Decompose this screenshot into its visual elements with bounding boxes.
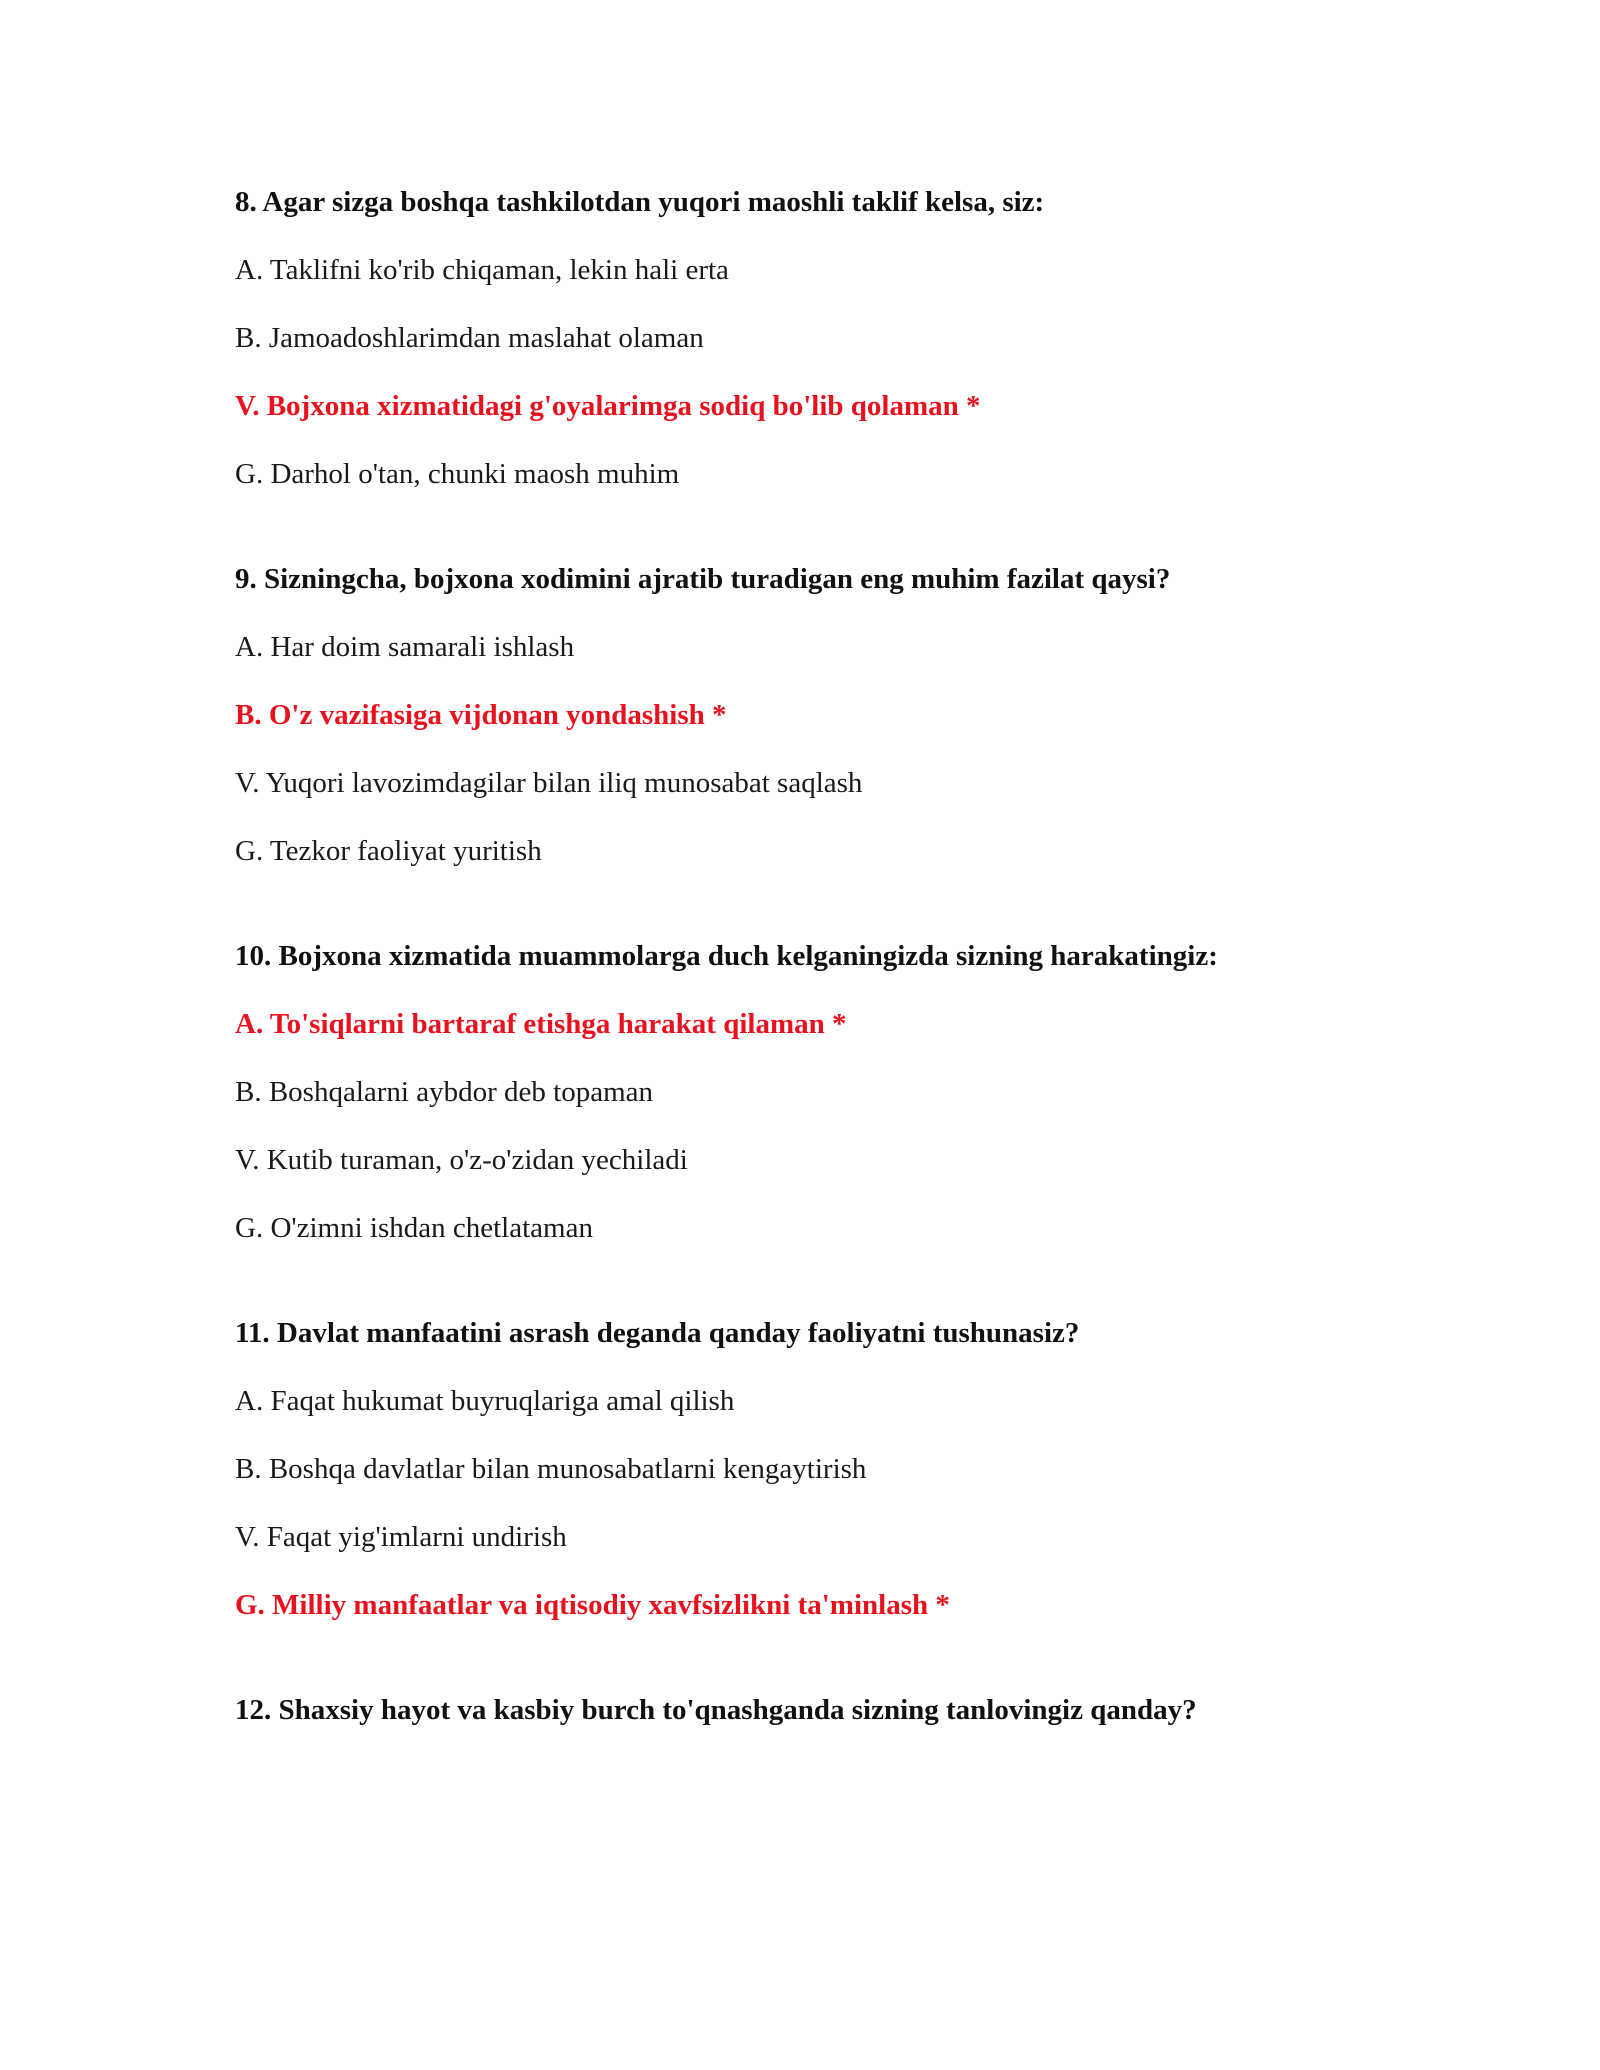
question-block-12 [235, 1691, 1435, 1729]
question-text: 9. Sizningcha, bojxona xodimini ajratib turadigan eng muhim fazilat qaysi? [235, 563, 1171, 595]
answer-option: V. Kutib turaman, o'z-o'zidan yechiladi [235, 1144, 688, 1176]
question-text: 10. Bojxona xizmatida muammolarga duch kelganingizda sizning harakatingiz: [235, 940, 1218, 972]
correct-answer-option: A. To'siqlarni bartaraf etishga harakat qilaman * [235, 1008, 847, 1040]
quiz-content [235, 183, 1435, 1796]
answer-option: A. Har doim samarali ishlash [235, 631, 575, 663]
question-block-8 [235, 183, 1435, 493]
question-text: 12. Shaxsiy hayot va kasbiy burch to'qnashganda sizning tanlovingiz qanday? [235, 1694, 1197, 1726]
correct-answer-option: B. O'z vazifasiga vijdonan yondashish * [235, 699, 727, 731]
answer-option: B. Jamoadoshlarimdan maslahat olaman [235, 322, 704, 354]
answer-option: A. Faqat hukumat buyruqlariga amal qilish [235, 1385, 735, 1417]
question-text: 8. Agar sizga boshqa tashkilotdan yuqori maoshli taklif kelsa, siz: [235, 186, 1045, 218]
question-block-9 [235, 560, 1435, 870]
answer-option: A. Taklifni ko'rib chiqaman, lekin hali erta [235, 254, 729, 286]
correct-answer-option: V. Bojxona xizmatidagi g'oyalarimga sodiq bo'lib qolaman * [235, 390, 981, 422]
question-block-10 [235, 937, 1435, 1247]
answer-option: G. Tezkor faoliyat yuritish [235, 835, 542, 867]
question-block-11 [235, 1314, 1435, 1624]
correct-answer-option: G. Milliy manfaatlar va iqtisodiy xavfsizlikni ta'minlash * [235, 1589, 950, 1621]
answer-option: G. Darhol o'tan, chunki maosh muhim [235, 458, 680, 490]
answer-option: V. Faqat yig'imlarni undirish [235, 1521, 567, 1553]
question-text: 11. Davlat manfaatini asrash deganda qanday faoliyatni tushunasiz? [235, 1317, 1080, 1349]
answer-option: G. O'zimni ishdan chetlataman [235, 1212, 593, 1244]
answer-option: V. Yuqori lavozimdagilar bilan iliq munosabat saqlash [235, 767, 863, 799]
answer-option: B. Boshqa davlatlar bilan munosabatlarni kengaytirish [235, 1453, 867, 1485]
answer-option: B. Boshqalarni aybdor deb topaman [235, 1076, 653, 1108]
